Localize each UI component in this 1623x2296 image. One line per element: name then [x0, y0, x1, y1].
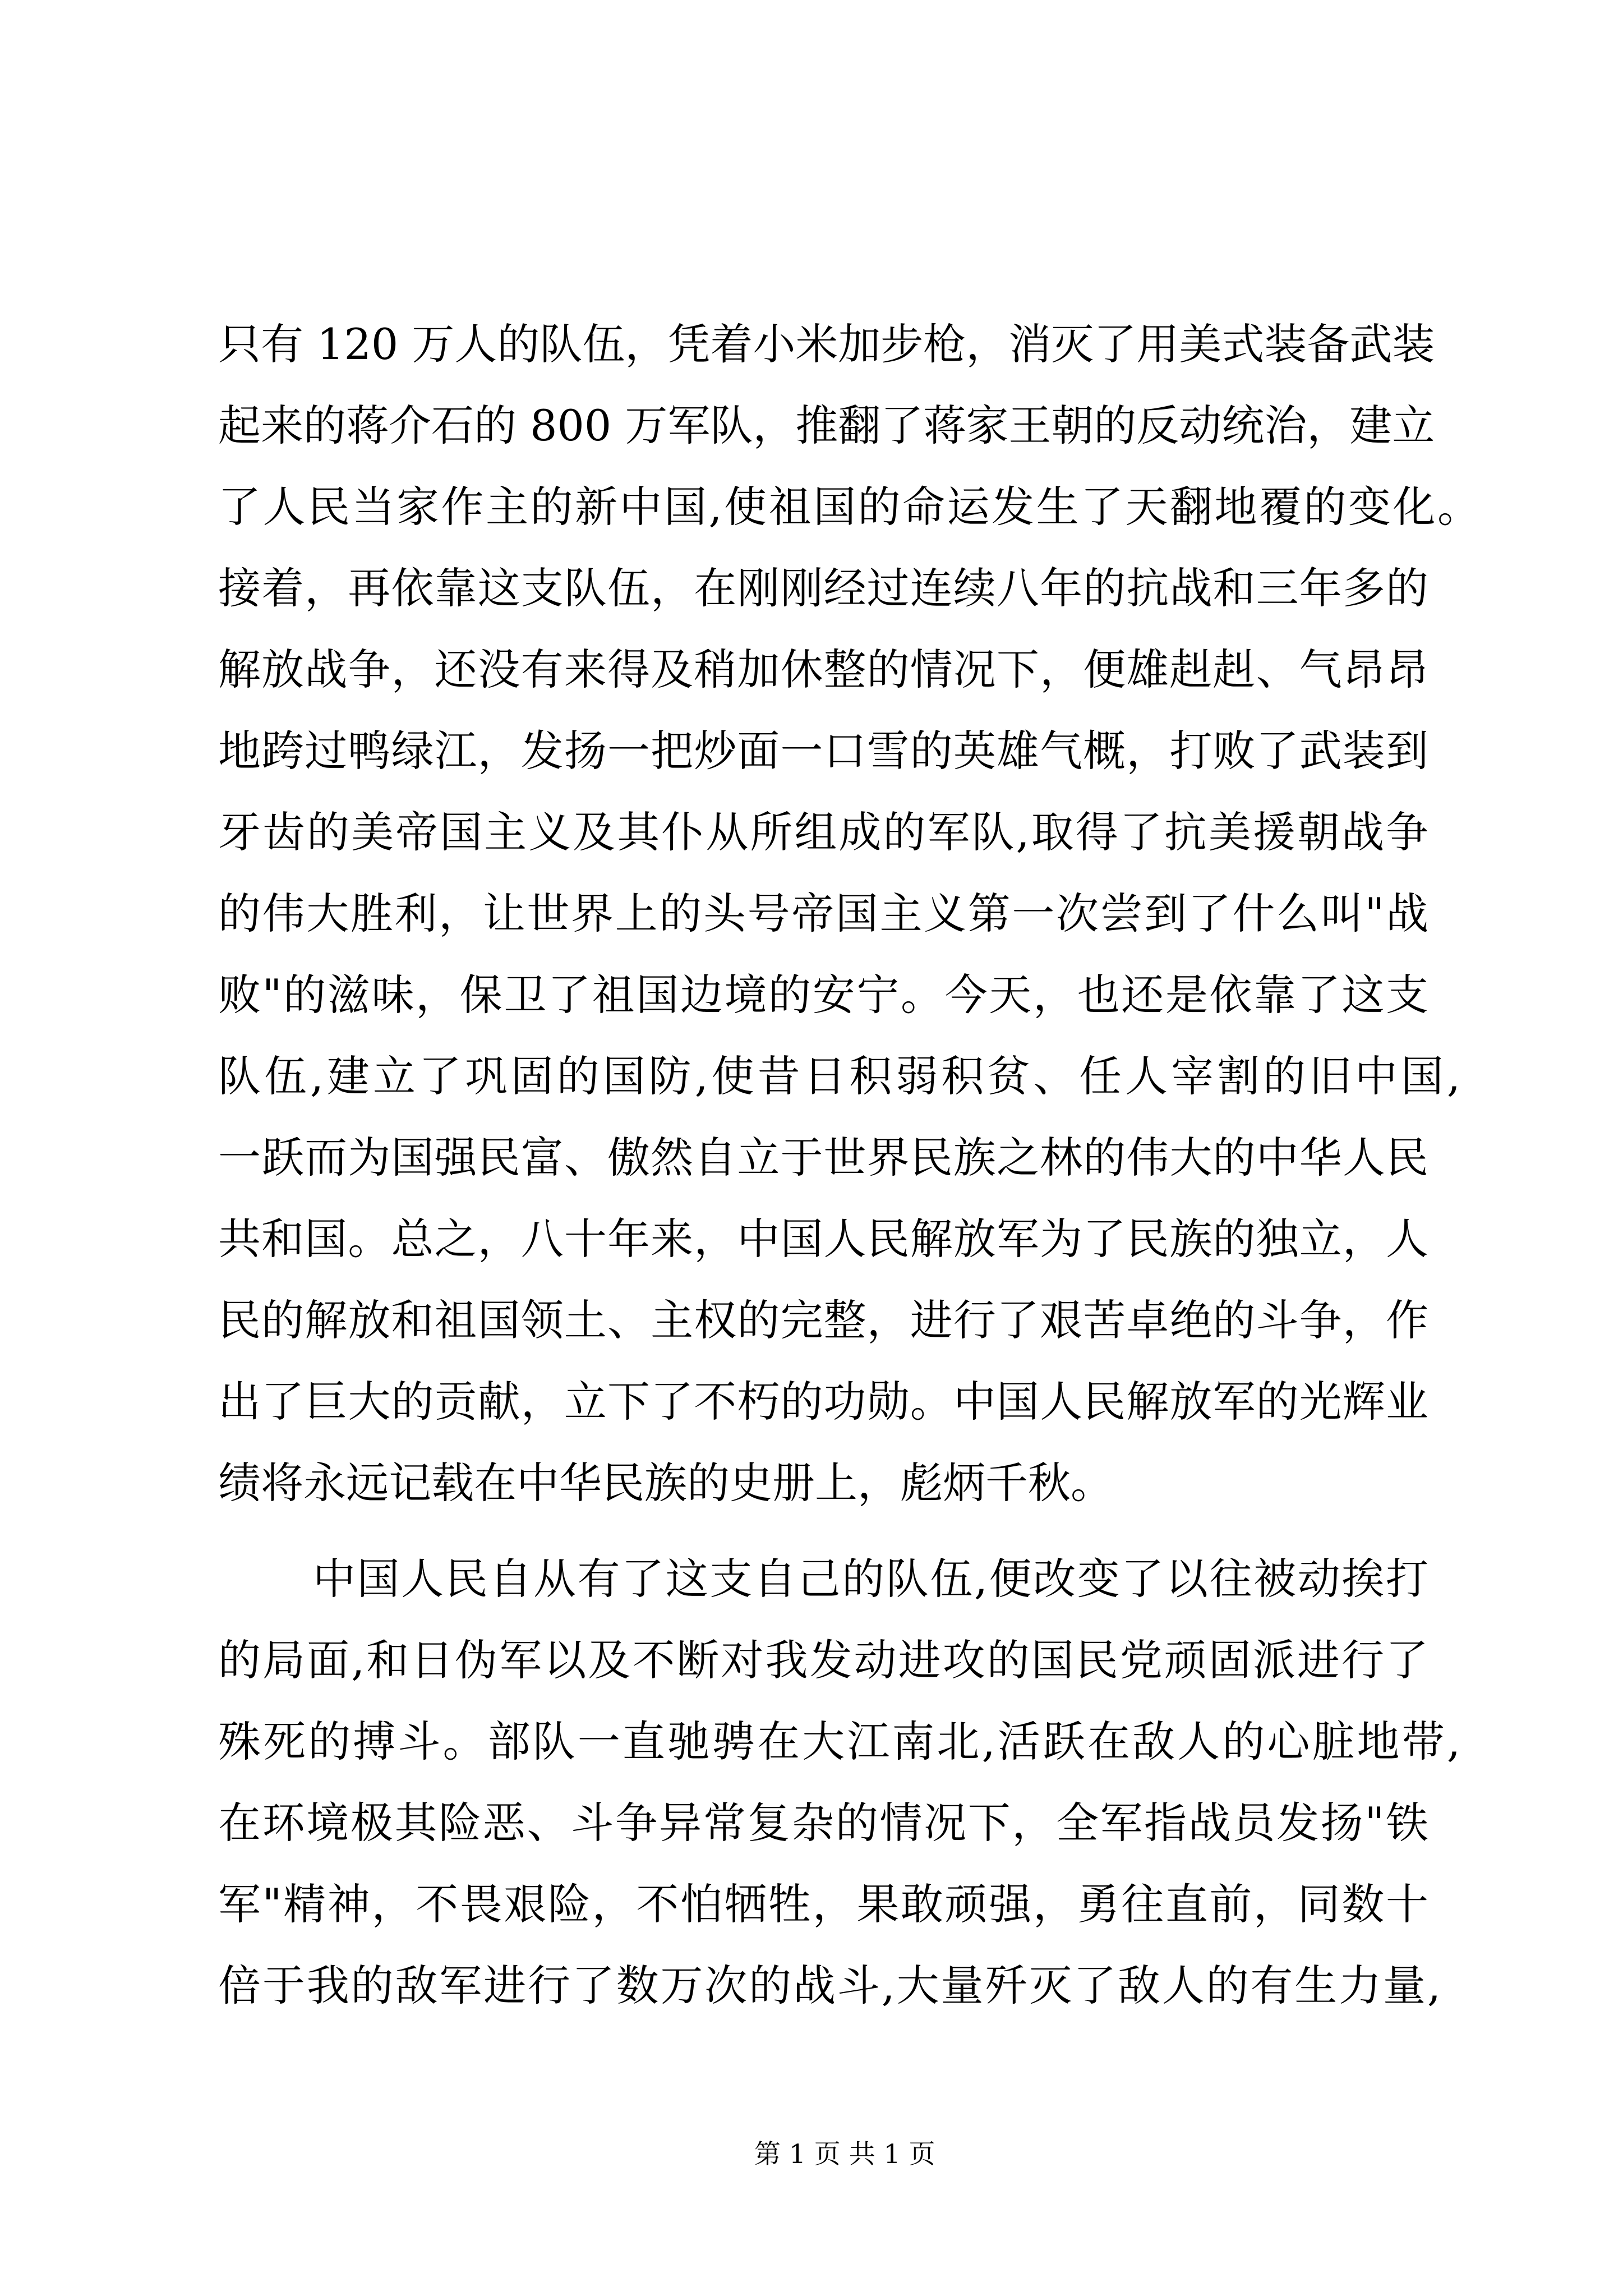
text-line: 了人民当家作主的新中国,使祖国的命运发生了天翻地覆的变化。	[218, 482, 1480, 532]
text-line: 一跃而为国强民富、傲然自立于世界民族之林的伟大的中华人民	[218, 1133, 1428, 1182]
text-line: 殊死的搏斗。部队一直驰骋在大江南北,活跃在敌人的心脏地带,	[218, 1717, 1460, 1766]
text-line: 绩将永远记载在中华民族的史册上，彪炳千秋。	[218, 1458, 1113, 1508]
text-line: 在环境极其险恶、斗争异常复杂的情况下，全军指战员发扬"铁	[218, 1798, 1428, 1848]
text-line: 队伍,建立了巩固的国防,使昔日积弱积贫、任人宰割的旧中国,	[218, 1051, 1460, 1101]
text-line: 解放战争，还没有来得及稍加休整的情况下，便雄赳赳、气昂昂	[218, 645, 1428, 694]
text-line: 出了巨大的贡献，立下了不朽的功勋。中国人民解放军的光辉业	[218, 1377, 1428, 1427]
paragraph	[218, 1538, 1508, 2026]
page-footer: 第 1 页 共 1 页	[754, 2139, 935, 2170]
text-line: 军"精神，不畏艰险，不怕牺牲，果敢顽强，勇往直前，同数十	[218, 1879, 1428, 1929]
paragraph	[218, 303, 1508, 1524]
text-line: 接着，再依靠这支队伍，在刚刚经过连续八年的抗战和三年多的	[218, 563, 1428, 613]
text-line: 的伟大胜利，让世界上的头号帝国主义第一次尝到了什么叫"战	[218, 889, 1428, 938]
text-line: 地跨过鸭绿江，发扬一把炒面一口雪的英雄气概，打败了武装到	[218, 726, 1428, 776]
text-line: 共和国。总之，八十年来，中国人民解放军为了民族的独立，人	[218, 1214, 1428, 1264]
text-line: 中国人民自从有了这支自己的队伍,便改变了以往被动挨打	[313, 1554, 1428, 1604]
text-line: 败"的滋味，保卫了祖国边境的安宁。今天，也还是依靠了这支	[218, 970, 1428, 1020]
text-line: 只有 120 万人的队伍，凭着小米加步枪，消灭了用美式装备武装	[218, 319, 1435, 369]
text-line: 起来的蒋介石的 800 万军队，推翻了蒋家王朝的反动统治，建立	[218, 401, 1435, 450]
text-line: 倍于我的敌军进行了数万次的战斗,大量歼灭了敌人的有生力量,	[218, 1961, 1441, 2010]
document-body	[218, 303, 1508, 2026]
text-line: 民的解放和祖国领土、主权的完整，进行了艰苦卓绝的斗争，作	[218, 1295, 1428, 1345]
text-line: 牙齿的美帝国主义及其仆从所组成的军队,取得了抗美援朝战争	[218, 807, 1428, 857]
text-line: 的局面,和日伪军以及不断对我发动进攻的国民党顽固派进行了	[218, 1635, 1428, 1685]
